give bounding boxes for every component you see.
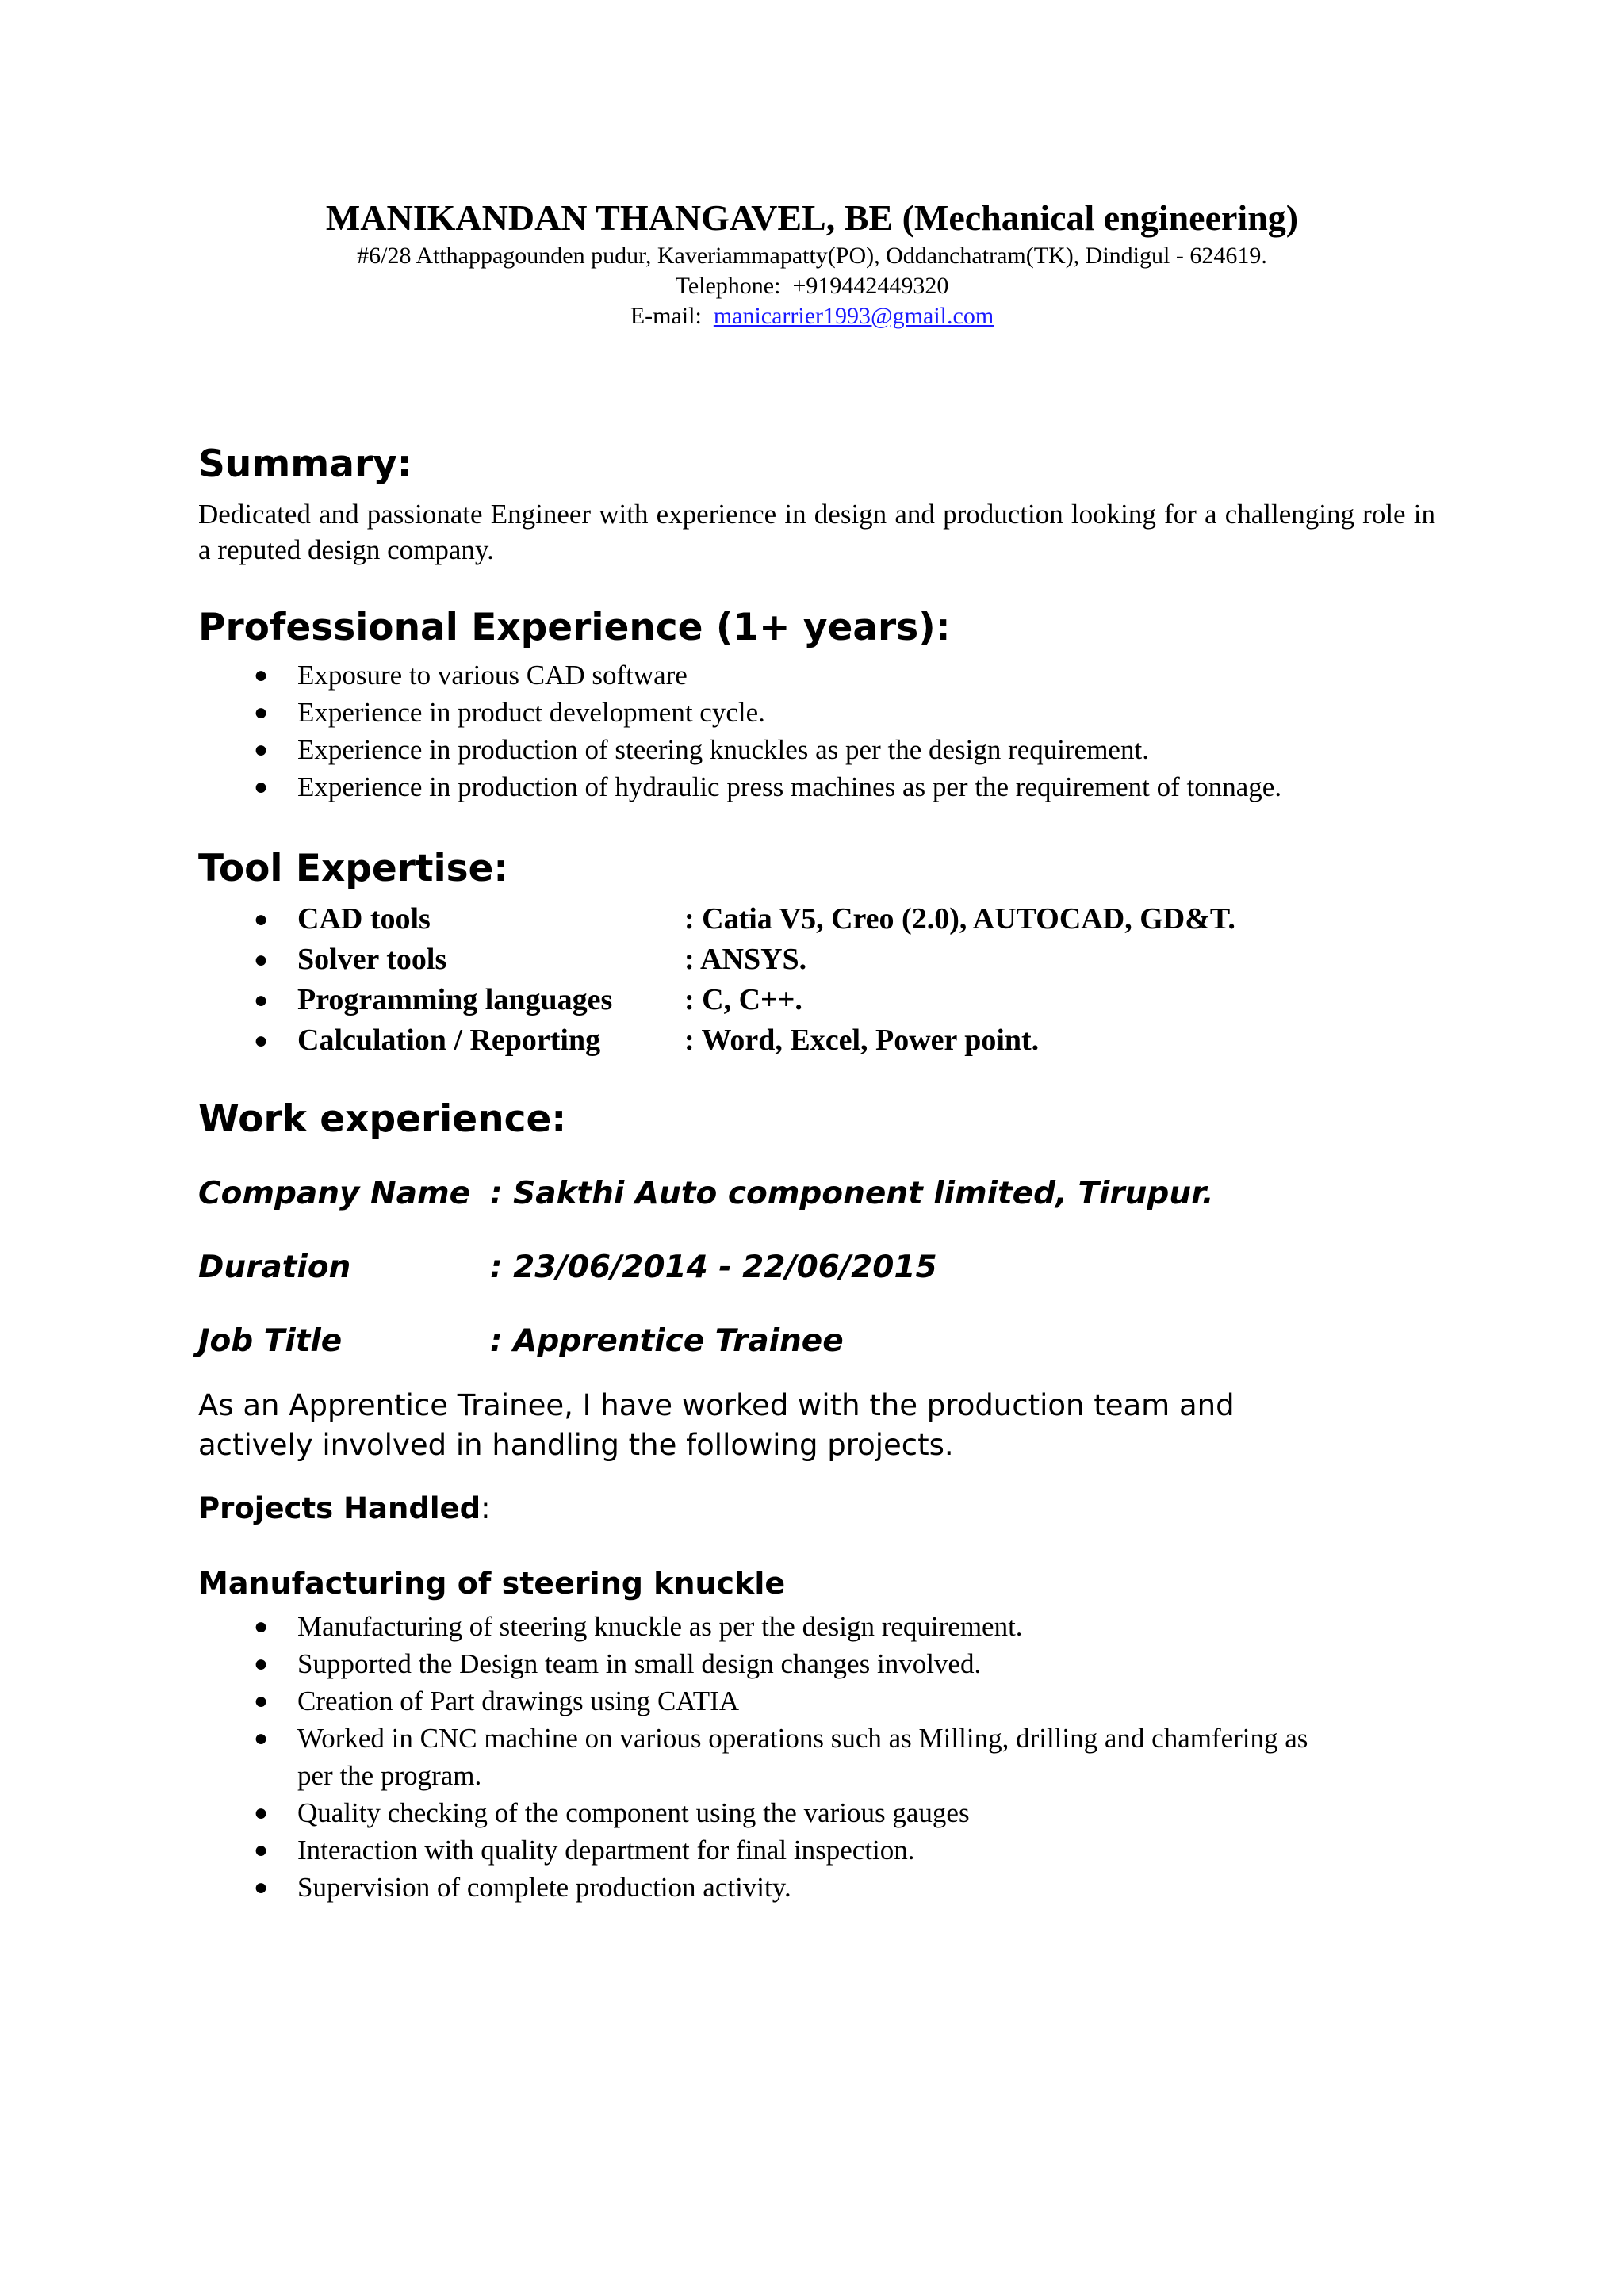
company-label: Company Name [198,1176,471,1211]
job-title-row [198,1321,1435,1362]
bullet-icon: ● [254,1837,269,1863]
list-item: ● Manufacturing of steering knuckle as per the design requirement. [198,1608,1348,1645]
professional-experience-list [198,656,1435,806]
bullet-icon: ● [254,1027,269,1054]
tool-label: Programming languages [297,983,613,1016]
project-title: Manufacturing of steering knuckle [198,1566,786,1601]
work-experience-section [198,1096,1435,1906]
resume-header [0,195,1624,331]
tool-label: CAD tools [297,902,431,936]
duration-label: Duration [198,1249,351,1285]
bullet-icon: ● [254,1725,269,1751]
bullet-icon: ● [254,774,269,800]
bullet-icon: ● [254,662,269,688]
tool-label: Calculation / Reporting [297,1024,601,1057]
tool-label: Solver tools [297,943,447,976]
list-item: ● Supervision of complete production activity. [198,1869,1348,1906]
telephone-number: +919442449320 [792,273,949,299]
telephone-label: Telephone: [675,273,781,299]
tool-expertise-heading: Tool Expertise: [198,847,509,890]
list-item: ● Creation of Part drawings using CATIA [198,1682,1348,1720]
tool-row [198,939,1435,980]
tool-row [198,1020,1435,1061]
project-task-list [198,1608,1348,1906]
company-row [198,1173,1435,1215]
list-item: ● Interaction with quality department for final inspection. [198,1831,1348,1869]
bullet-icon: ● [254,1613,269,1640]
projects-handled-label: Projects Handled [198,1491,481,1525]
telephone-line [0,271,1624,301]
projects-handled-colon: : [481,1491,491,1525]
candidate-name: MANIKANDAN THANGAVEL, BE (Mechanical engineering) [325,197,1299,238]
bullet-icon: ● [254,987,269,1013]
work-experience-heading: Work experience: [198,1097,567,1141]
summary-heading: Summary: [198,442,412,486]
tool-row [198,899,1435,939]
projects-handled-line [198,1489,1435,1529]
professional-experience-heading: Professional Experience (1+ years): [198,606,951,649]
email-line [0,301,1624,331]
job-title-label: Job Title [198,1323,343,1359]
duration-row [198,1247,1435,1288]
bullet-icon: ● [254,1800,269,1826]
work-description: As an Apprentice Trainee, I have worked with the production team and actively involved in handling the following projects. [198,1388,1235,1462]
tool-value: : Word, Excel, Power point. [684,1024,1040,1057]
bullet-icon: ● [254,737,269,763]
email-link[interactable]: manicarrier1993@gmail.com [713,303,994,329]
bullet-icon: ● [254,947,269,973]
tool-expertise-section [198,845,1435,1061]
list-item: ● Quality checking of the component using the various gauges [198,1794,1348,1831]
tool-value: : ANSYS. [684,943,807,976]
bullet-icon: ● [254,1651,269,1677]
list-item: ● Worked in CNC machine on various operations such as Milling, drilling and chamfering as per the program. [198,1720,1348,1794]
bullet-icon: ● [254,1874,269,1900]
tool-expertise-list [198,899,1435,1061]
list-item: ● Experience in production of hydraulic press machines as per the requirement of tonnage. [198,768,1435,806]
list-item: ● Supported the Design team in small design changes involved. [198,1645,1348,1682]
duration-value: : 23/06/2014 - 22/06/2015 [490,1249,937,1285]
tool-value: : C, C++. [684,983,802,1016]
bullet-icon: ● [254,906,269,932]
summary-section [198,441,1435,568]
bullet-icon: ● [254,699,269,725]
list-item: ● Experience in production of steering knuckles as per the design requirement. [198,731,1435,768]
professional-experience-section [198,604,1435,806]
tool-value: : Catia V5, Creo (2.0), AUTOCAD, GD&T. [684,902,1235,936]
email-label: E-mail: [630,303,702,329]
list-item: ● Experience in product development cycle. [198,694,1435,731]
address-line: #6/28 Atthappagounden pudur, Kaveriammapatty(PO), Oddanchatram(TK), Dindigul - 624619. [357,243,1267,269]
bullet-icon: ● [254,1688,269,1714]
tool-row [198,980,1435,1020]
company-value: : Sakthi Auto component limited, Tirupur. [490,1176,1214,1211]
job-title-value: : Apprentice Trainee [490,1323,844,1359]
list-item: ● Exposure to various CAD software [198,656,1435,694]
summary-text: Dedicated and passionate Engineer with experience in design and production looking for a challenging role in a reputed design company. [198,499,1435,565]
